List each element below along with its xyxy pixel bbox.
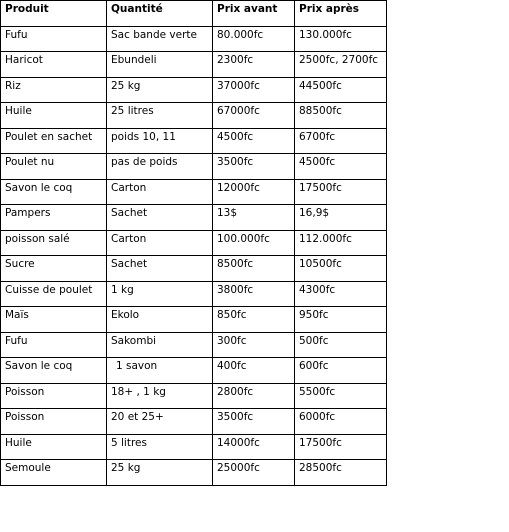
cell-prix-apres: 500fc: [295, 332, 387, 358]
cell-quantite: Sachet: [107, 205, 213, 231]
cell-prix-apres: 17500fc: [295, 434, 387, 460]
cell-prix-apres: 6700fc: [295, 128, 387, 154]
cell-produit: Maïs: [1, 307, 107, 333]
table-row: [1, 460, 387, 486]
cell-quantite: Sachet: [107, 256, 213, 282]
table-row: [1, 307, 387, 333]
cell-produit: poisson salé: [1, 230, 107, 256]
cell-prix-apres: 130.000fc: [295, 26, 387, 52]
cell-prix-avant: 850fc: [213, 307, 295, 333]
cell-prix-avant: 67000fc: [213, 103, 295, 129]
cell-produit: Fufu: [1, 332, 107, 358]
cell-produit: Poisson: [1, 383, 107, 409]
cell-quantite: Carton: [107, 230, 213, 256]
cell-prix-apres: 16,9$: [295, 205, 387, 231]
header-produit: Produit: [1, 1, 107, 27]
cell-quantite: Sakombi: [107, 332, 213, 358]
table-row: [1, 409, 387, 435]
header-prix-avant: Prix avant: [213, 1, 295, 27]
cell-produit: Poulet nu: [1, 154, 107, 180]
cell-produit: Pampers: [1, 205, 107, 231]
cell-prix-apres: 6000fc: [295, 409, 387, 435]
cell-produit: Sucre: [1, 256, 107, 282]
cell-prix-avant: 3500fc: [213, 409, 295, 435]
cell-prix-avant: 80.000fc: [213, 26, 295, 52]
cell-prix-apres: 17500fc: [295, 179, 387, 205]
cell-prix-apres: 4500fc: [295, 154, 387, 180]
table-row: [1, 26, 387, 52]
cell-prix-apres: 112.000fc: [295, 230, 387, 256]
cell-produit: Riz: [1, 77, 107, 103]
table-row: [1, 434, 387, 460]
header-prix-apres: Prix après: [295, 1, 387, 27]
table-row: [1, 332, 387, 358]
table-header-row: [1, 1, 387, 27]
table-row: [1, 281, 387, 307]
cell-prix-avant: 3500fc: [213, 154, 295, 180]
cell-prix-avant: 100.000fc: [213, 230, 295, 256]
cell-prix-avant: 25000fc: [213, 460, 295, 486]
cell-quantite: Sac bande verte: [107, 26, 213, 52]
cell-quantite: 25 kg: [107, 77, 213, 103]
cell-prix-avant: 37000fc: [213, 77, 295, 103]
cell-prix-apres: 28500fc: [295, 460, 387, 486]
table-row: [1, 128, 387, 154]
cell-prix-avant: 12000fc: [213, 179, 295, 205]
cell-prix-avant: 2800fc: [213, 383, 295, 409]
table-row: [1, 179, 387, 205]
cell-prix-avant: 4500fc: [213, 128, 295, 154]
cell-produit: Fufu: [1, 26, 107, 52]
cell-produit: Cuisse de poulet: [1, 281, 107, 307]
cell-prix-apres: 4300fc: [295, 281, 387, 307]
cell-prix-avant: 8500fc: [213, 256, 295, 282]
table-row: [1, 205, 387, 231]
table-row: [1, 358, 387, 384]
cell-quantite: 25 kg: [107, 460, 213, 486]
table-row: [1, 103, 387, 129]
cell-quantite: Ekolo: [107, 307, 213, 333]
cell-quantite: poids 10, 11: [107, 128, 213, 154]
cell-quantite: Carton: [107, 179, 213, 205]
cell-prix-avant: 400fc: [213, 358, 295, 384]
table-row: [1, 52, 387, 78]
cell-prix-avant: 13$: [213, 205, 295, 231]
cell-produit: Huile: [1, 103, 107, 129]
cell-produit: Savon le coq: [1, 179, 107, 205]
cell-produit: Poulet en sachet: [1, 128, 107, 154]
cell-produit: Huile: [1, 434, 107, 460]
cell-produit: Haricot: [1, 52, 107, 78]
cell-prix-apres: 950fc: [295, 307, 387, 333]
cell-prix-apres: 2500fc, 2700fc: [295, 52, 387, 78]
cell-quantite: Ebundeli: [107, 52, 213, 78]
table-row: [1, 256, 387, 282]
cell-quantite: pas de poids: [107, 154, 213, 180]
cell-prix-avant: 300fc: [213, 332, 295, 358]
cell-prix-avant: 14000fc: [213, 434, 295, 460]
cell-quantite: 1 kg: [107, 281, 213, 307]
cell-quantite: 20 et 25+: [107, 409, 213, 435]
table-row: [1, 154, 387, 180]
header-quantite: Quantité: [107, 1, 213, 27]
cell-quantite: 25 litres: [107, 103, 213, 129]
cell-prix-apres: 44500fc: [295, 77, 387, 103]
cell-prix-apres: 5500fc: [295, 383, 387, 409]
table-row: [1, 383, 387, 409]
cell-prix-avant: 3800fc: [213, 281, 295, 307]
cell-prix-apres: 88500fc: [295, 103, 387, 129]
table-row: [1, 77, 387, 103]
cell-produit: Semoule: [1, 460, 107, 486]
cell-prix-avant: 2300fc: [213, 52, 295, 78]
cell-quantite: 18+ , 1 kg: [107, 383, 213, 409]
cell-prix-apres: 10500fc: [295, 256, 387, 282]
cell-quantite: 5 litres: [107, 434, 213, 460]
table-body: [1, 26, 387, 485]
cell-quantite: 1 savon: [107, 358, 213, 384]
cell-prix-apres: 600fc: [295, 358, 387, 384]
cell-produit: Savon le coq: [1, 358, 107, 384]
table-row: [1, 230, 387, 256]
cell-produit: Poisson: [1, 409, 107, 435]
